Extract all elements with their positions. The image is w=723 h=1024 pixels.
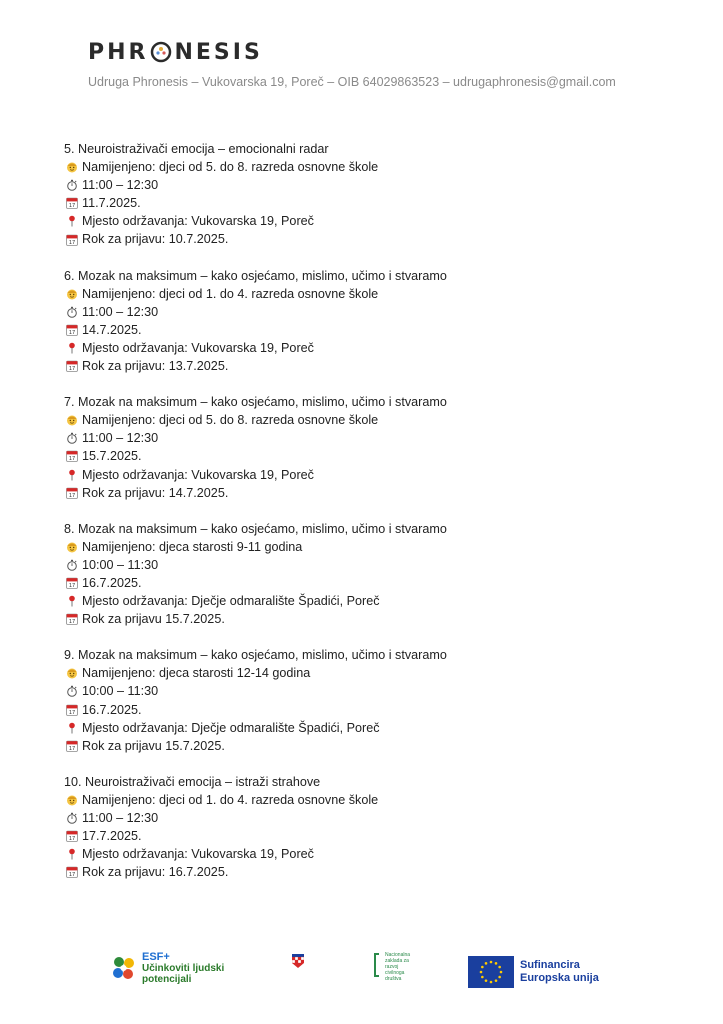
svg-text:17: 17 [68,619,76,626]
event-list [64,140,684,899]
child-face-icon [66,667,78,679]
event-item [64,140,684,249]
event-audience-line [64,285,684,303]
eu-star [481,966,484,969]
event-audience-line [64,411,684,429]
stopwatch-icon [66,306,78,318]
event-time-line [64,556,684,574]
event-date: 17.7.2025. [82,829,142,844]
event-title: 9. Mozak na maksimum – kako osjećamo, mislimo, učimo i stvaramo [64,648,447,663]
esf-line-1: Učinkoviti ljudski [142,963,225,974]
event-title: 7. Mozak na maksimum – kako osjećamo, mislimo, učimo i stvaramo [64,395,447,410]
event-deadline-line [64,737,684,755]
stopwatch-icon [66,812,78,824]
svg-text:17: 17 [68,456,76,463]
svg-text:17: 17 [68,709,76,716]
pushpin-icon [66,215,78,227]
event-audience-line [64,158,684,176]
event-place: Mjesto održavanja: Vukovarska 19, Poreč [82,847,314,862]
event-deadline-line [64,357,684,375]
child-face-icon [66,794,78,806]
event-time-line [64,682,684,700]
event-place-line [64,719,684,737]
stopwatch-icon [66,179,78,191]
eu-line-2: Europska unija [520,972,599,984]
eu-logo [468,956,599,988]
pushpin-icon [66,722,78,734]
croatian-coat-of-arms-icon [292,954,304,968]
event-time: 11:00 – 12:30 [82,431,159,446]
event-date: 15.7.2025. [82,449,142,464]
event-title: 5. Neuroistraživači emocija – emocionalni radar [64,142,329,156]
fund-line-4: civilnoga [385,970,405,976]
eu-star [498,966,501,969]
event-time-line [64,429,684,447]
event-date-line [64,701,684,719]
eu-star [481,976,484,979]
event-time: 10:00 – 11:30 [82,684,159,699]
event-audience: Namijenjeno: djeci od 1. do 4. razreda osnovne škole [82,792,379,807]
eu-star [490,981,493,984]
event-title: 8. Mozak na maksimum – kako osjećamo, mislimo, učimo i stvaramo [64,521,447,536]
child-face-icon [66,161,78,173]
event-item [64,393,684,502]
svg-text:17: 17 [68,203,76,210]
eu-star [480,971,483,974]
eu-star [498,976,501,979]
event-item [64,267,684,376]
fund-line-1: Nacionalna [385,952,411,958]
event-deadline: Rok za prijavu: 13.7.2025. [82,359,229,374]
event-title: 10. Neuroistraživači emocija – istraži strahove [64,774,321,789]
esf-label: ESF+ [142,951,170,963]
event-deadline-line [64,863,684,881]
svg-text:17: 17 [68,492,76,499]
event-deadline-line [64,484,684,502]
event-audience: Namijenjeno: djeca starosti 12-14 godina [82,666,311,681]
event-audience: Namijenjeno: djeci od 1. do 4. razreda osnovne škole [82,286,379,301]
calendar-icon [66,487,78,499]
svg-text:17: 17 [68,239,76,246]
svg-text:17: 17 [68,366,76,373]
organization-info: Udruga Phronesis – Vukovarska 19, Poreč – OIB 64029863523 – udrugaphronesis@gmail.com [88,75,616,89]
svg-text:17: 17 [68,836,76,843]
esf-flower-icon [110,954,138,984]
event-place-line [64,592,684,610]
esf-line-2: potencijali [142,974,192,985]
phronesis-logo [88,38,263,66]
event-item [64,773,684,882]
eu-star [485,979,488,982]
event-time-line [64,303,684,321]
stopwatch-icon [66,432,78,444]
event-date-line [64,321,684,339]
svg-text:17: 17 [68,872,76,879]
event-place-line [64,339,684,357]
event-audience: Namijenjeno: djeca starosti 9-11 godina [82,539,303,554]
eu-star [485,962,488,965]
calendar-icon [66,360,78,372]
eu-star [490,961,493,964]
esf-logo [110,952,224,985]
event-date: 14.7.2025. [82,322,142,337]
event-date-line [64,447,684,465]
eu-star [495,979,498,982]
event-deadline: Rok za prijavu: 14.7.2025. [82,485,229,500]
svg-text:17: 17 [68,745,76,752]
brain-icon [150,41,172,63]
event-deadline: Rok za prijavu: 16.7.2025. [82,865,229,880]
event-date: 16.7.2025. [82,702,142,717]
pushpin-icon [66,342,78,354]
calendar-icon [66,704,78,716]
event-audience-line [64,791,684,809]
child-face-icon [66,288,78,300]
event-deadline: Rok za prijavu 15.7.2025. [82,612,225,627]
eu-flag-icon [468,956,514,988]
calendar-icon [66,324,78,336]
event-place: Mjesto održavanja: Vukovarska 19, Poreč [82,340,314,355]
event-time-line [64,809,684,827]
event-date: 11.7.2025. [82,196,141,211]
bracket-icon [372,952,382,978]
child-face-icon [66,414,78,426]
event-item [64,520,684,629]
eu-star [495,962,498,965]
event-audience: Namijenjeno: djeci od 5. do 8. razreda osnovne škole [82,413,379,428]
stopwatch-icon [66,559,78,571]
logo-text-left: PHR [88,39,149,65]
event-place: Mjesto održavanja: Dječje odmaralište Špadići, Poreč [82,594,380,609]
calendar-icon [66,234,78,246]
event-date: 16.7.2025. [82,575,142,590]
logo-text-right: NESIS [174,39,263,65]
calendar-icon [66,740,78,752]
event-time: 11:00 – 12:30 [82,811,159,825]
eu-star [500,971,503,974]
event-place-line [64,845,684,863]
calendar-icon [66,197,78,209]
event-time-line [64,176,684,194]
calendar-icon [66,830,78,842]
fund-line-5: društva [385,976,402,982]
event-place: Mjesto održavanja: Vukovarska 19, Poreč [82,214,314,229]
fund-line-3: razvoj [385,964,399,970]
svg-text:17: 17 [68,330,76,336]
event-time: 10:00 – 11:30 [82,557,159,572]
event-date-line [64,574,684,592]
child-face-icon [66,541,78,553]
event-place: Mjesto održavanja: Dječje odmaralište Špadići, Poreč [82,720,380,735]
pushpin-icon [66,595,78,607]
event-deadline-line [64,610,684,628]
eu-line-1: Sufinancira [520,959,580,971]
calendar-icon [66,450,78,462]
event-time: 11:00 – 12:30 [82,178,159,193]
calendar-icon [66,577,78,589]
event-deadline: Rok za prijavu: 10.7.2025. [82,232,229,247]
event-audience: Namijenjeno: djeci od 5. do 8. razreda osnovne škole [82,160,379,175]
event-title: 6. Mozak na maksimum – kako osjećamo, mislimo, učimo i stvaramo [64,268,447,283]
national-foundation-logo [372,952,425,982]
event-place: Mjesto održavanja: Vukovarska 19, Poreč [82,467,314,482]
event-audience-line [64,538,684,556]
stopwatch-icon [66,685,78,697]
event-deadline-line [64,230,684,248]
pushpin-icon [66,469,78,481]
svg-text:17: 17 [68,583,76,590]
event-place-line [64,212,684,230]
event-time: 11:00 – 12:30 [82,304,159,319]
calendar-icon [66,613,78,625]
government-logo [278,954,318,973]
event-audience-line [64,664,684,682]
calendar-icon [66,866,78,878]
event-place-line [64,466,684,484]
event-deadline: Rok za prijavu 15.7.2025. [82,738,225,753]
pushpin-icon [66,848,78,860]
funding-footer [110,952,610,992]
event-item [64,646,684,755]
fund-line-2: zaklada za [385,958,409,964]
event-date-line [64,827,684,845]
event-date-line [64,194,684,212]
